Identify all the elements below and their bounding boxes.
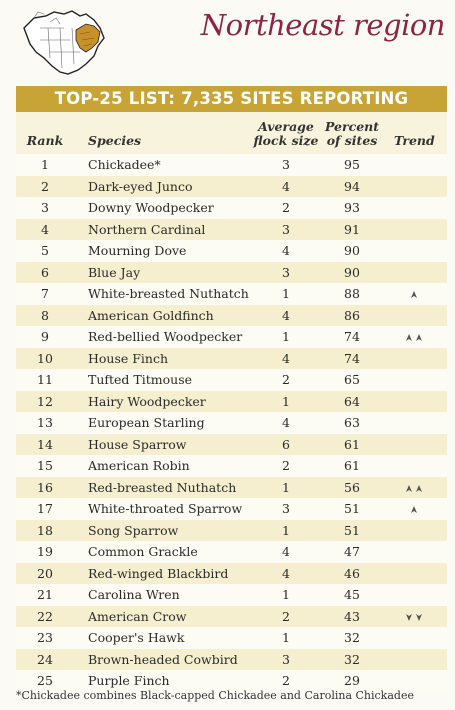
rank-cell: 7 — [41, 286, 49, 301]
flock-size-cell: 1 — [282, 630, 290, 645]
species-cell: Red-breasted Nuthatch — [88, 479, 237, 495]
rank-cell: 20 — [37, 565, 53, 581]
flock-size-cell: 4 — [282, 565, 290, 581]
table-row — [16, 240, 447, 262]
percent-sites-cell: 88 — [344, 286, 360, 301]
trend-up-icon — [404, 329, 424, 344]
table-row — [16, 262, 447, 284]
species-cell: Common Grackle — [88, 544, 198, 559]
rank-cell: 5 — [41, 243, 49, 258]
rank-cell: 13 — [37, 415, 53, 430]
species-cell: Brown-headed Cowbird — [88, 651, 238, 667]
percent-sites-cell: 86 — [344, 307, 360, 323]
trend-cell — [394, 326, 434, 348]
rank-cell: 3 — [41, 200, 49, 215]
trend-cell — [394, 477, 434, 499]
col-pct-header — [320, 120, 384, 148]
table-row — [16, 649, 447, 671]
flock-size-cell: 4 — [282, 350, 290, 366]
col-rank-header: Rank — [26, 133, 64, 148]
footnote: *Chickadee combines Black-capped Chickadee and Carolina Chickadee — [16, 689, 414, 702]
table-row — [16, 305, 447, 327]
species-cell: Northern Cardinal — [88, 221, 206, 237]
flock-size-cell: 2 — [282, 200, 290, 215]
col-flock-header-line1: Average — [258, 119, 314, 134]
flock-size-cell: 1 — [282, 479, 290, 495]
rank-cell: 10 — [37, 350, 53, 366]
rank-cell: 8 — [41, 307, 49, 323]
rank-cell: 11 — [37, 372, 53, 387]
flock-size-cell: 1 — [282, 393, 290, 409]
species-cell: American Goldfinch — [88, 307, 214, 323]
rank-cell: 1 — [41, 157, 49, 172]
species-cell: Red-bellied Woodpecker — [88, 329, 243, 344]
percent-sites-cell: 61 — [344, 458, 360, 473]
flock-size-cell: 2 — [282, 458, 290, 473]
percent-sites-cell: 63 — [344, 415, 360, 430]
species-cell: American Crow — [88, 608, 187, 624]
trend-up-icon — [409, 286, 419, 301]
col-flock-header-line2: flock size — [253, 133, 319, 148]
trend-down-icon — [404, 609, 424, 624]
list-banner: TOP-25 LIST: 7,335 SITES REPORTING — [16, 86, 447, 112]
species-cell: Tufted Titmouse — [88, 372, 193, 387]
table-row — [16, 412, 447, 434]
table-row — [16, 219, 447, 241]
trend-up-icon — [409, 501, 419, 516]
percent-sites-cell: 90 — [344, 243, 360, 258]
species-cell: Dark-eyed Junco — [88, 178, 193, 194]
region-map-icon — [20, 8, 110, 80]
trend-cell — [394, 498, 434, 520]
species-cell: Red-winged Blackbird — [88, 565, 229, 581]
species-cell: Blue Jay — [88, 264, 141, 280]
flock-size-cell: 3 — [282, 501, 290, 516]
region-title: Northeast region — [200, 8, 445, 42]
rank-cell: 23 — [37, 630, 53, 645]
percent-sites-cell: 51 — [344, 522, 360, 538]
table-header — [16, 112, 447, 154]
flock-size-cell: 2 — [282, 608, 290, 624]
rank-cell: 12 — [37, 393, 53, 409]
flock-size-cell: 2 — [282, 673, 290, 688]
table-row — [16, 541, 447, 563]
species-cell: Hairy Woodpecker — [88, 393, 206, 409]
percent-sites-cell: 74 — [344, 350, 360, 366]
percent-sites-cell: 29 — [344, 673, 360, 688]
percent-sites-cell: 51 — [344, 501, 360, 516]
trend-cell — [394, 283, 434, 305]
flock-size-cell: 4 — [282, 243, 290, 258]
table-row — [16, 154, 447, 176]
col-pct-header-line2: of sites — [326, 133, 378, 148]
percent-sites-cell: 32 — [344, 651, 360, 667]
species-cell: Cooper's Hawk — [88, 630, 185, 645]
percent-sites-cell: 32 — [344, 630, 360, 645]
percent-sites-cell: 95 — [344, 157, 360, 172]
species-cell: European Starling — [88, 415, 205, 430]
flock-size-cell: 3 — [282, 157, 290, 172]
table-row — [16, 627, 447, 649]
table-row — [16, 197, 447, 219]
species-cell: Song Sparrow — [88, 522, 179, 538]
table-body — [16, 154, 447, 692]
percent-sites-cell: 45 — [344, 587, 360, 602]
rank-cell: 16 — [37, 479, 53, 495]
species-cell: Carolina Wren — [88, 587, 180, 602]
percent-sites-cell: 46 — [344, 565, 360, 581]
flock-size-cell: 4 — [282, 307, 290, 323]
rank-cell: 19 — [37, 544, 53, 559]
col-trend-header: Trend — [394, 133, 435, 148]
table-row — [16, 563, 447, 585]
flock-size-cell: 3 — [282, 221, 290, 237]
col-species-header: Species — [88, 133, 142, 148]
table-row — [16, 520, 447, 542]
table-row — [16, 348, 447, 370]
flock-size-cell: 4 — [282, 415, 290, 430]
percent-sites-cell: 56 — [344, 479, 360, 495]
table-row — [16, 391, 447, 413]
percent-sites-cell: 90 — [344, 264, 360, 280]
col-pct-header-line1: Percent — [324, 119, 380, 134]
species-cell: Purple Finch — [88, 673, 170, 688]
table-row — [16, 176, 447, 198]
rank-cell: 18 — [37, 522, 53, 538]
flock-size-cell: 4 — [282, 178, 290, 194]
rank-cell: 15 — [37, 458, 53, 473]
flock-size-cell: 1 — [282, 522, 290, 538]
rank-cell: 22 — [37, 608, 53, 624]
species-cell: American Robin — [88, 458, 190, 473]
trend-cell — [394, 606, 434, 628]
table-row — [16, 498, 447, 520]
species-cell: House Finch — [88, 350, 169, 366]
table-row — [16, 584, 447, 606]
table-row — [16, 326, 447, 348]
rank-cell: 4 — [41, 221, 49, 237]
flock-size-cell: 3 — [282, 264, 290, 280]
flock-size-cell: 1 — [282, 329, 290, 344]
flock-size-cell: 1 — [282, 587, 290, 602]
percent-sites-cell: 47 — [344, 544, 360, 559]
table-row — [16, 477, 447, 499]
percent-sites-cell: 61 — [344, 436, 360, 452]
percent-sites-cell: 64 — [344, 393, 360, 409]
flock-size-cell: 2 — [282, 372, 290, 387]
percent-sites-cell: 94 — [344, 178, 360, 194]
table-row — [16, 434, 447, 456]
species-table — [16, 112, 447, 692]
species-cell: Mourning Dove — [88, 243, 187, 258]
table-row — [16, 369, 447, 391]
percent-sites-cell: 93 — [344, 200, 360, 215]
percent-sites-cell: 43 — [344, 608, 360, 624]
species-cell: House Sparrow — [88, 436, 187, 452]
table-row — [16, 606, 447, 628]
rank-cell: 24 — [37, 651, 53, 667]
species-cell: White-breasted Nuthatch — [88, 286, 249, 301]
rank-cell: 14 — [37, 436, 53, 452]
flock-size-cell: 3 — [282, 651, 290, 667]
flock-size-cell: 6 — [282, 436, 290, 452]
rank-cell: 25 — [37, 673, 53, 688]
species-cell: Downy Woodpecker — [88, 200, 214, 215]
flock-size-cell: 1 — [282, 286, 290, 301]
table-row — [16, 283, 447, 305]
rank-cell: 2 — [41, 178, 49, 194]
species-cell: Chickadee* — [88, 157, 161, 172]
percent-sites-cell: 74 — [344, 329, 360, 344]
rank-cell: 9 — [41, 329, 49, 344]
table-row — [16, 455, 447, 477]
percent-sites-cell: 65 — [344, 372, 360, 387]
col-flock-header — [252, 120, 320, 148]
trend-up-icon — [404, 480, 424, 495]
species-cell: White-throated Sparrow — [88, 501, 243, 516]
rank-cell: 21 — [37, 587, 53, 602]
flock-size-cell: 4 — [282, 544, 290, 559]
percent-sites-cell: 91 — [344, 221, 360, 237]
rank-cell: 17 — [37, 501, 53, 516]
rank-cell: 6 — [41, 264, 49, 280]
